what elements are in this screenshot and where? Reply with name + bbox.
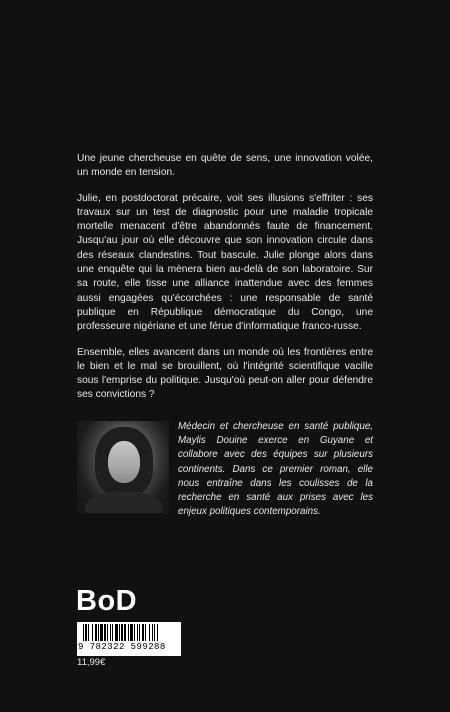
publisher-logo: BoD — [76, 585, 138, 617]
author-bio: Médecin et chercheuse en santé publique, Maylis Douine exerce en Guyane et collabore avec des équipes sur plusieurs continents. Dans ce premier roman, elle nous entraîne dans les coulisses de la recherche en santé aux prises avec les enjeux politiques contemporains. — [178, 421, 373, 518]
price: 11,99€ — [77, 657, 106, 668]
author-photo — [77, 421, 169, 513]
barcode-digits: 9 782322 599288 — [77, 641, 181, 653]
blurb-paragraph-2: Julie, en postdoctorat précaire, voit ses illusions s'effriter : ses travaux sur un test de diagnostic pour une maladie tropicale mortelle menacent d'être abandonnés faute de financement. Jusqu'au jour où elle découvre que son innovation circule dans des réseaux clandestins. Tout bascule. Julie plonge alors dans une enquête qui la mènera bien au-delà de son laboratoire. Sur sa route, elle tisse une alliance inattendue avec des femmes aussi engagées qu'écorchées : une responsable de santé publique en République démocratique du Congo, une professeure nigériane et une férue d'informatique franco-russe. — [77, 192, 373, 333]
blurb — [77, 152, 373, 414]
author-photo-shoulders — [85, 491, 163, 513]
barcode-bars — [77, 622, 181, 642]
blurb-paragraph-3: Ensemble, elles avancent dans un monde où les frontières entre le bien et le mal se brouillent, où l'intégrité scientifique vacille sous l'emprise du politique. Jusqu'où peut-on aller pour défendre ses convictions ? — [77, 346, 373, 401]
blurb-paragraph-1: Une jeune chercheuse en quête de sens, une innovation volée, un monde en tension. — [77, 153, 373, 179]
author-photo-face — [108, 441, 140, 483]
